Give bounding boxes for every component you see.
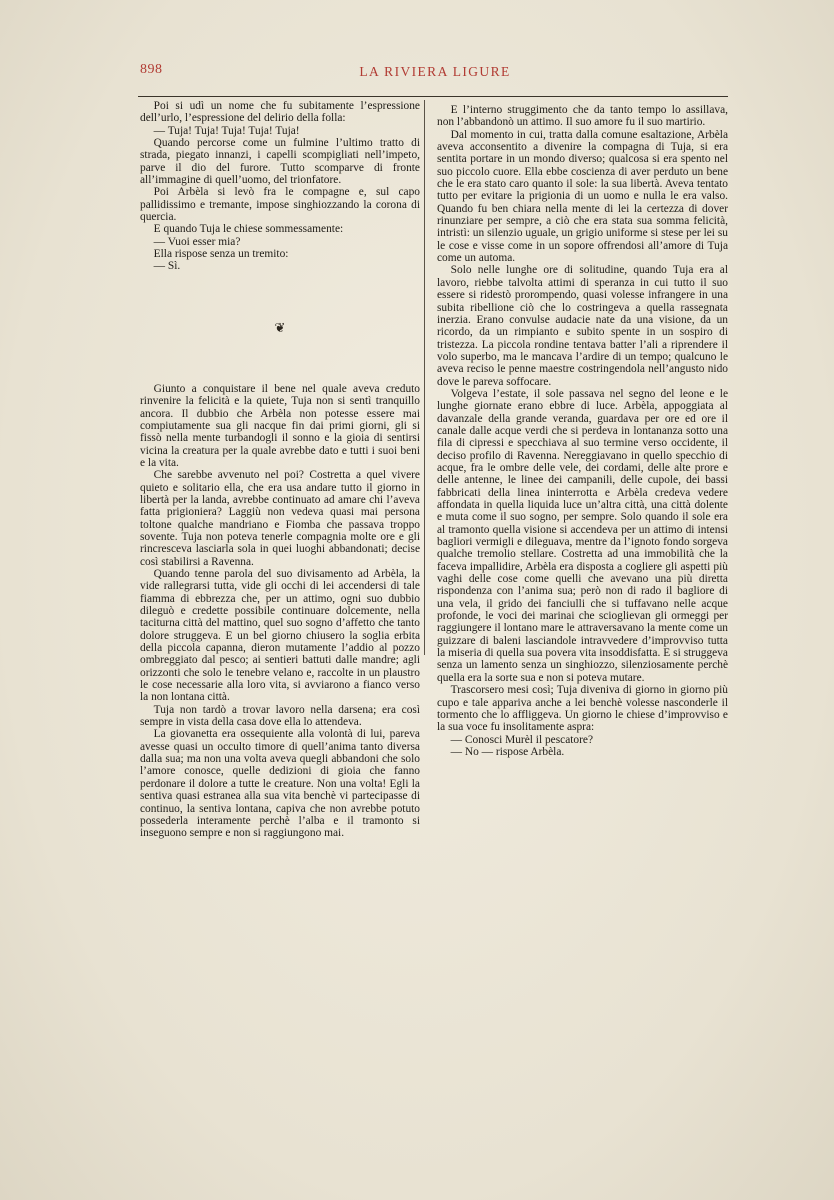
paragraph: Che sarebbe avvenuto nel poi? Costretta a quel vivere quieto e solitario ella, che era usa andare tutto il giorno in libertà per la landa, avrebbe continuato ad amare chi l’aveva fatta prigioniera? Laggiù non vedeva quasi mai persona toltone qualche mandriano e Fiomba che passava troppo sovente. Tuja non poteva tenerle compagnia molte ore e gli rincresceva lasciarla sola in quei luoghi abbandonati; decise così stabilirsi a Ravenna. <box>140 469 420 568</box>
dialogue-line: — Vuoi esser mia? <box>153 235 241 248</box>
column-divider <box>424 100 425 655</box>
dialogue-line: Ella rispose senza un tremito: <box>153 248 289 261</box>
dialogue-line: — Tuja! Tuja! Tuja! Tuja! Tuja! <box>153 124 300 137</box>
paragraph: Giunto a conquistare il bene nel quale aveva creduto rinvenire la felicità e la quiete, Tuja non si sentì tranquillo ancora. Il dubbio che Arbèla non potesse essere mai compiutamente sua gli nacque fin dai primi giorni, gli si fissò nella mente turbandogli il sonno e la gioia di sentirsi vicina la creatura per la quale avrebbe dato e tutti i suoi beni e la vita. <box>140 382 420 469</box>
dialogue-line: — No — rispose Arbèla. <box>450 745 565 758</box>
paragraph: Tuja non tardò a trovar lavoro nella darsena; era così sempre in vista della casa dove ella lo attendeva. <box>140 703 420 729</box>
paragraph: Solo nelle lunghe ore di solitudine, quando Tuja era al lavoro, riebbe talvolta attimi di speranza in cui tutto il suo essere si ridestò prorompendo, quasi volesse infrangere in una subita ribellione ciò che lo costringeva a quella rassegnata inerzia. Erano convulse audacie nate da una visione, da un ricordo, da un rimpianto e subito spente in un sospiro di tristezza. La piccola rondine tentava batter l’ali a riprendere il volo superbo, ma le mancava l’ardire di un tempo; qualcuno le aveva reciso le penne maestre costringendola nell’angusto nido dove le pareva soffocare. <box>437 264 728 388</box>
paragraph: Quando percorse come un fulmine l’ultimo tratto di strada, piegato innanzi, i capelli scompigliati nell’impeto, parve il dio del furore. Tutto scomparve di fronte all’immagine di quell’uomo, del trionfatore. <box>140 137 420 187</box>
dialogue-line: — Sì. <box>153 260 181 273</box>
right-column <box>437 104 728 758</box>
left-column <box>140 100 420 840</box>
paragraph: Quando tenne parola del suo divisamento ad Arbèla, la vide rallegrarsi tutta, vide gli occhi di lei accendersi di tale fiamma di ebbrezza che, per un attimo, ogni suo dubbio dileguò e credette possibile continuare dolcemente, nella taciturna città del mattino, quel suo sogno d’affetto che tanto dolore struggeva. E un bel giorno chiusero la soglia erbita della piccola capanna, dieron mutamente l’addio al pozzo ombreggiato dal pesco; ai sentieri battuti dalle mandre; agli orizzonti che solo le tenebre velano e, raccolte in un plaustro le cose necessarie alla loro vita, si avviarono a fianco verso la non lontana città. <box>140 567 420 704</box>
fleuron-icon: ❦ <box>274 319 286 335</box>
paragraph: La giovanetta era ossequiente alla volontà di lui, pareva avesse quasi un occulto timore di quell’anima tanto diversa dalla sua; ma non una volta aveva quegli abbandoni che solo l’amore conosce, quelle dedizioni di gioia che fanno perdonare il dolore a tutte le creature. Non una volta! Egli la sentiva quasi estranea alla sua vita benchè vi partecipasse di continuo, la sentiva lontana, capiva che non avrebbe potuto possederla interamente perchè l’alba e il tramonto si inseguono sempre e non si raggiungono mai. <box>140 728 420 840</box>
dialogue-line: — Conosci Murèl il pescatore? <box>450 733 594 746</box>
paragraph: Dal momento in cui, tratta dalla comune esaltazione, Arbèla aveva acconsentito a divenire la compagna di Tuja, si era sentita portare in un mondo diverso; qualcosa si era spento nel suo piccolo cuore. Ella ebbe coscienza di aver perduto un bene che le era stato caro quanto il sole: la sua libertà. Aveva tentato tutto per evitare la prigionia di un uomo e nulla le era valso. Quando fu ben chiara nella mente di lei la certezza di dover rinunziare per sempre, a ciò che era stata sua somma felicità, intristì: un silenzio uguale, un grigio uniforme si stese per lei su le cose e visse come in un sopore offrendosi all’amore di Tuja come un automa. <box>437 128 728 265</box>
paragraph: Trascorsero mesi così; Tuja diveniva di giorno in giorno più cupo e tale appariva anche a lei benchè volesse nasconderle il tormento che lo affliggeva. Un giorno le chiese d’improvviso e la sua voce fu insolitamente aspra: <box>437 684 728 734</box>
paragraph: Poi Arbèla si levò fra le compagne e, sul capo pallidissimo e tremante, impose singhiozzando la corona di quercia. <box>140 186 420 224</box>
paragraph: E l’interno struggimento che da tanto tempo lo assillava, non l’abbandonò un attimo. Il suo amore fu il suo martirio. <box>437 104 728 129</box>
page-number: 898 <box>140 62 163 77</box>
paragraph: Poi si udì un nome che fu subitamente l’espressione dell’urlo, l’espressione del delirio della folla: <box>140 100 420 125</box>
header-rule <box>138 96 728 97</box>
page-header <box>140 62 730 84</box>
dialogue-line: E quando Tuja le chiese sommessamente: <box>153 223 344 236</box>
paragraph: Volgeva l’estate, il sole passava nel segno del leone e le lunghe giornate erano ebbre di luce. Arbèla, appoggiata al davanzale della grande veranda, guardava per ore ed ore il canale dalle acque verdi che si perdeva in lontananza sotto una fila di cipressi e specchiava al suo termine verso occidente, il deciso profilo di Ravenna. Nereggiavano in quello specchio di acque, fra le ombre delle vele, dei cordami, delle alte prore e delle antenne, le linee dei campanili, delle cupole, dei bassi fabbricati della linea ininterrotta e Arbèla credeva vedere affondata in quella liquida luce un’altra città, una città dolente e muta come il suo sogno, per sempre. Solo quando il sole era al tramonto quella visione si accendeva per un attimo di intensi bagliori vermigli e dileguava, mentre da l’ignoto fondo sorgeva qualche tremolio stellare. Costretta ad una immobilità che la faceva impallidire, Arbèla era disposta a cogliere gli aspetti più vaghi delle cose come quelli che avevano una più diretta rispondenza con l’anima sua; però non di rado il bagliore di una vela, il grido dei fanciulli che si tuffavano nelle acque profonde, le voci dei marinai che scioglievan gli ormeggi per raggiungere il lontano mare le attraversavano la mente come un guizzare di baleni lasciandole intravvedere d’improvviso tutta la miseria di quella sua povera vita insoddisfatta. E si struggeva senza un lamento senza un singhiozzo, silenziosamente perchè quella era la sorte sua e non si poteva mutare. <box>437 387 728 684</box>
section-ornament <box>140 273 420 383</box>
running-title: LA RIVIERA LIGURE <box>359 64 511 79</box>
